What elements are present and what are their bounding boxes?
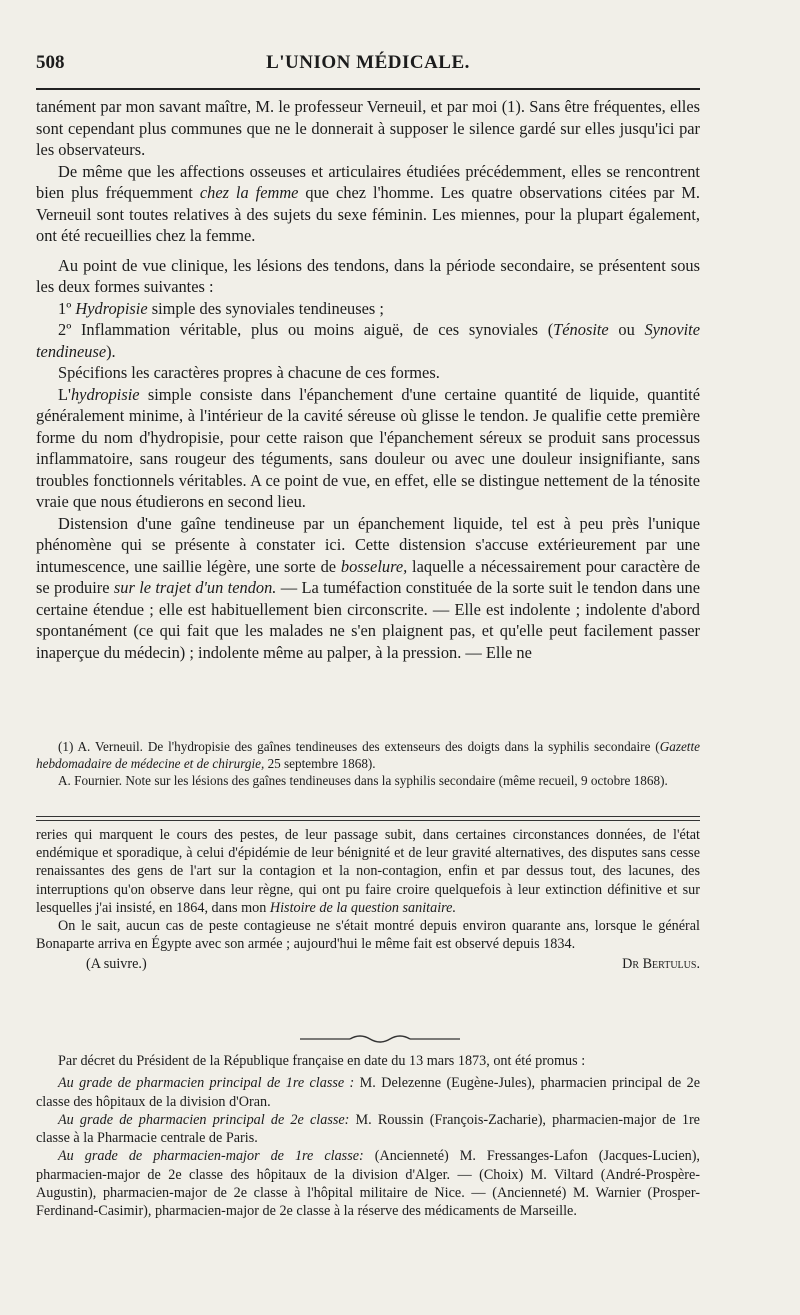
promotion-entry: Au grade de pharmacien principal de 2e classe: M. Roussin (François-Zacharie), pharmacien-major de 1re classe à la Pharmacie centrale de Paris.: [36, 1111, 700, 1147]
footnotes: [36, 738, 700, 789]
ornament-divider-icon: [300, 1032, 460, 1046]
feuilleton-section: [36, 826, 700, 977]
paragraph: Au point de vue clinique, les lésions des tendons, dans la période secondaire, se présentent sous les deux formes suivantes :: [36, 255, 700, 296]
promotion-entry: Au grade de pharmacien principal de 1re classe : M. Delezenne (Eugène-Jules), pharmacien principal de 2e classe des hôpitaux de la division d'Oran.: [36, 1075, 700, 1110]
feuilleton-separator-bottom: [36, 820, 700, 821]
paragraph: L'hydropisie simple consiste dans l'épanchement d'une certaine quantité de liquide, quantité généralement minime, à l'intérieur de la cavité séreuse où glisse le tendon. Je qualifie cette première forme du nom d'hydropisie, pour cette raison que l'épanchement séreux se produit sans processus inflammatoire, sans rougeur des téguments, sans douleur ou avec une douleur insignifiante, sans troubles fonctionnels véritables. A ce point de vue, en effet, elle se distingue nettement de la ténosite vraie que nous étudierons en second lieu.: [36, 384, 700, 511]
paragraph: Distension d'une gaîne tendineuse par un épanchement liquide, tel est à peu près l'unique phénomène qui se présente à constater ici. Cette distension s'accuse extérieurement par une intumescence, une saillie légère, une sorte de bosselure, laquelle a nécessairement pour caractère de se produire sur le trajet d'un tendon. — La tuméfaction constituée de la sorte suit le tendon dans une certaine étendue ; elle est habituellement bien circonscrite. — Elle est indolente ; indolente d'abord spontanément (ce qui fait que les malades ne s'en plaignent pas, et qu'elle peut facilement passer inaperçue du médecin) ; indolente même au palper, à la pression. — Elle ne: [36, 513, 700, 662]
main-article: [36, 96, 700, 663]
author-signature: Dr Bertulus.: [622, 956, 700, 973]
feuilleton-separator-top: [36, 816, 700, 817]
list-item: 2º Inflammation véritable, plus ou moins aiguë, de ces synoviales (Ténosite ou Synovite tendineuse).: [36, 320, 700, 361]
paragraph: Spécifions les caractères propres à chacune de ces formes.: [58, 363, 440, 382]
list-item: 1º Hydropisie simple des synoviales tendineuses ;: [58, 298, 384, 318]
page-header: [36, 48, 700, 84]
footnote: A. Fournier. Note sur les lésions des gaînes tendineuses dans la syphilis secondaire (même recueil, 9 octobre 1868).: [58, 773, 668, 788]
decree-section: [36, 1052, 700, 1221]
paragraph: Par décret du Président de la République française en date du 13 mars 1873, ont été promus :: [58, 1053, 586, 1069]
footnote: (1) A. Verneuil. De l'hydropisie des gaînes tendineuses des extenseurs des doigts dans la syphilis secondaire (Gazette hebdomadaire de médecine et de chirurgie, 25 septembre 1868).: [36, 739, 700, 771]
promotion-entry: Au grade de pharmacien-major de 1re classe: (Ancienneté) M. Fressanges-Lafon (Jacques-Lucien), pharmacien-major de 2e classe des hôpitaux de la division d'Alger. — (Choix) M. Viltard (André-Prospère-Augustin), pharmacien-major de 2e classe à l'hôpital militaire de Nice. — (Ancienneté) M. Warnier (Prosper-Ferdinand-Casimir), pharmacien-major de 2e classe à la réserve des médicaments de Marseille.: [36, 1148, 700, 1220]
running-title: L'UNION MÉDICALE.: [266, 52, 470, 73]
paragraph: reries qui marquent le cours des pestes, de leur passage subit, dans certaines circonstances données, de l'état endémique et sporadique, à celui d'épidémie de leur bénignité et de leur gravité alternatives, des disputes sans cesse renaissantes des gens de l'art sur la contagion et la non-contagion, enfin et par dessus tout, des lacunes, des interruptions qu'on observe dans leur règne, qui ont pu faire croire quelquefois à leur extinction définitive et sur lesquelles j'ai insisté, en 1864, dans mon Histoire de la question sanitaire.: [36, 827, 700, 916]
paragraph: On le sait, aucun cas de peste contagieuse ne s'était montré depuis environ quarante ans, lorsque le général Bonaparte arriva en Égypte avec son armée ; aujourd'hui le même fait est observé depuis 1834.: [36, 918, 700, 953]
page-number: 508: [36, 52, 65, 73]
signature-row: [36, 955, 700, 977]
paragraph: De même que les affections osseuses et articulaires étudiées précédemment, elles se rencontrent bien plus fréquemment chez la femme que chez l'homme. Les quatre observations citées par M. Verneuil sont toutes relatives à des sujets du sexe féminin. Les miennes, pour la plupart également, ont été recueillies chez la femme.: [36, 161, 700, 245]
paragraph: tanément par mon savant maître, M. le professeur Verneuil, et par moi (1). Sans être fréquentes, elles sont cependant plus communes que ne le donnerait à supposer le silence gardé sur elles jusqu'ici par les observateurs.: [36, 97, 700, 159]
header-rule: [36, 88, 700, 90]
to-be-continued: (A suivre.): [86, 956, 147, 973]
